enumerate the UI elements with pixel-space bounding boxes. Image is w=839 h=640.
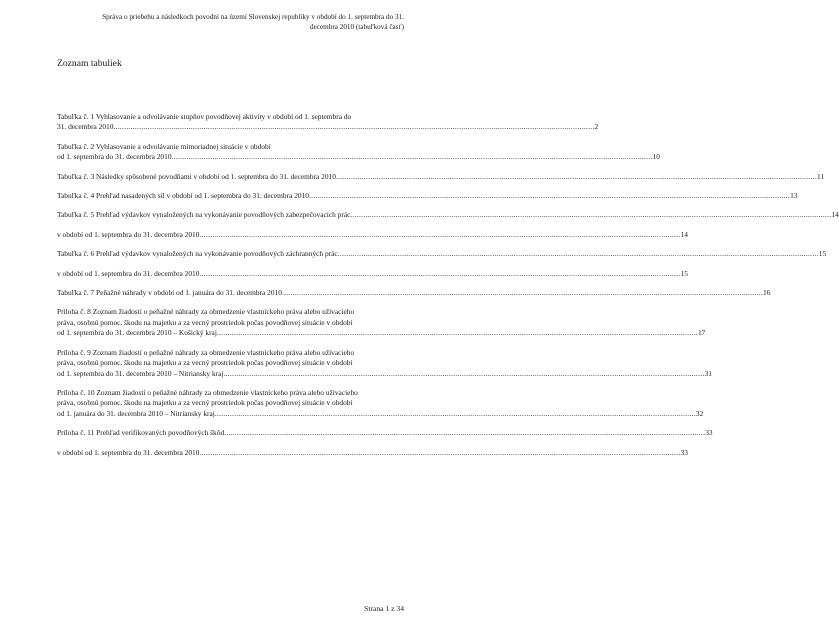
toc-entry-text: práva, osobnú pomoc, škodu na majetku a za vecný prostriedok počas povodňovej situácie v období <box>57 398 353 408</box>
toc-entry-line <box>57 447 688 458</box>
toc-entry-text: od 1. septembra do 31. decembra 2010 – Nitriansky kraj <box>57 368 224 378</box>
toc-page-number: 14 <box>831 210 839 220</box>
page-title: Zoznam tabuliek <box>57 58 122 69</box>
toc-entry-text: 31. decembra 2010 <box>57 122 114 132</box>
toc-entry[interactable] <box>57 447 688 458</box>
toc-entry[interactable] <box>57 249 827 259</box>
toc-entry-line <box>57 268 688 279</box>
toc-entry-line <box>57 328 706 338</box>
toc-page-number: 32 <box>695 408 704 418</box>
toc-dot-leader <box>309 191 790 201</box>
toc-entry[interactable] <box>57 210 839 220</box>
toc-page-number: 13 <box>790 191 798 201</box>
toc-entry-text: Tabuľka č. 2 Vyhlasovanie a odvolávanie mimoriadnej situácie v období <box>57 141 271 151</box>
toc-entry-line <box>57 368 712 379</box>
toc-entry-text: Tabuľka č. 4 Prehľad nasadených síl v období od 1. septembra do 31. decembra 2010 <box>57 191 309 201</box>
toc-entry-text: Tabuľka č. 7 Peňažné náhrady v období od 1. januára do 31. decembra 2010 <box>57 288 282 298</box>
toc-entry[interactable] <box>57 268 688 279</box>
toc-entry-line <box>57 210 839 220</box>
toc-entry-line <box>57 112 401 122</box>
toc-entry[interactable] <box>57 112 599 133</box>
toc-page-number: 33 <box>705 428 713 438</box>
toc-entry-line <box>57 398 401 408</box>
toc-entry-text: od 1. januára do 31. decembra 2010 – Nitriansky kraj <box>57 408 215 418</box>
toc-page-number: 15 <box>818 249 827 259</box>
toc-entry-text: Tabuľka č. 1 Vyhlasovanie a odvolávanie stupňov povodňovej aktivity v období od 1. septembra do <box>57 112 352 121</box>
table-of-contents <box>57 112 839 467</box>
toc-entry-line <box>57 191 798 201</box>
toc-entry-text: Príloha č. 11 Prehľad verifikovaných povodňových škôd <box>57 428 225 438</box>
toc-entry-text: od 1. septembra do 31. decembra 2010 – Košický kraj <box>57 328 217 338</box>
toc-entry-line <box>57 408 704 419</box>
toc-entry-line <box>57 171 825 182</box>
toc-entry-text: práva, osobnú pomoc, škodu na majetku a za vecný prostriedok počas povodňovej situácie v období <box>57 358 353 368</box>
toc-entry-line <box>57 142 401 152</box>
running-header <box>44 12 404 32</box>
header-line-2: decembra 2010 (tabuľková časť) <box>310 23 404 31</box>
toc-entry-line <box>57 358 401 368</box>
toc-dot-leader <box>336 172 817 182</box>
toc-entry-line <box>57 288 771 298</box>
toc-page-number: 2 <box>594 122 599 132</box>
toc-dot-leader <box>350 210 831 220</box>
toc-entry-text: Príloha č. 8 Zoznam žiadostí o peňažné náhrady za obmedzenie vlastníckeho práva alebo užívacieho <box>57 307 355 317</box>
toc-dot-leader <box>217 328 698 338</box>
toc-entry[interactable] <box>57 229 688 240</box>
toc-entry-text: v období od 1. septembra do 31. decembra 2010 <box>57 268 200 278</box>
toc-entry-text: Príloha č. 9 Zoznam žiadostí o peňažné náhrady za obmedzenie vlastníckeho práva alebo užívacieho <box>57 347 355 357</box>
toc-entry-text: Tabuľka č. 3 Následky spôsobené povodňami v období od 1. septembra do 31. decembra 2010 <box>57 171 336 181</box>
toc-page-number: 10 <box>652 152 660 162</box>
toc-entry-line <box>57 152 660 162</box>
toc-entry-line <box>57 348 401 358</box>
toc-entry[interactable] <box>57 347 712 379</box>
toc-page-number: 31 <box>704 368 712 378</box>
toc-entry-text: od 1. septembra do 31. decembra 2010 <box>57 152 172 162</box>
toc-entry-text: Príloha č. 10 Zoznam žiadostí o peňažné náhrady za obmedzenie vlastníckeho práva alebo užívacieho <box>57 387 358 397</box>
toc-entry[interactable] <box>57 307 706 338</box>
toc-page-number: 15 <box>680 268 688 278</box>
toc-entry-line <box>57 249 827 259</box>
toc-entry[interactable] <box>57 141 660 163</box>
toc-dot-leader <box>224 428 705 438</box>
toc-page-number: 16 <box>763 288 771 298</box>
header-line-1: Správa o priebehu a následkoch povodní na území Slovenskej republiky v období do 1. septembra do 31. <box>102 13 404 21</box>
toc-dot-leader <box>199 448 680 458</box>
toc-dot-leader <box>338 249 819 259</box>
toc-dot-leader <box>215 409 696 419</box>
toc-dot-leader <box>172 152 653 162</box>
toc-entry-line <box>57 388 401 398</box>
toc-entry-text: Tabuľka č. 6 Prehľad výdavkov vynaložených na vykonávanie povodňových záchranných prác <box>57 249 338 259</box>
toc-entry-line <box>57 307 401 317</box>
toc-dot-leader <box>113 122 594 132</box>
page-number-footer: Strana 1 z 34 <box>364 604 404 613</box>
toc-page-number: 14 <box>680 229 688 239</box>
toc-entry-text: v období od 1. septembra do 31. decembra 2010 <box>57 229 200 239</box>
toc-dot-leader <box>199 269 680 279</box>
toc-entry-text: Tabuľka č. 5 Prehľad výdavkov vynaložených na vykonávanie povodňových zabezpečovacích prác <box>57 210 351 220</box>
toc-entry-line <box>57 318 401 328</box>
toc-dot-leader <box>223 369 704 379</box>
toc-entry[interactable] <box>57 387 704 419</box>
toc-entry-line <box>57 229 688 240</box>
toc-entry-text: práva, osobnú pomoc, škodu na majetku a za vecný prostriedok počas povodňovej situácie v období <box>57 317 353 327</box>
toc-entry-line <box>57 122 599 132</box>
toc-dot-leader <box>199 230 680 240</box>
toc-entry-line <box>57 428 713 438</box>
toc-entry[interactable] <box>57 171 825 182</box>
toc-page-number: 11 <box>817 171 825 181</box>
toc-entry[interactable] <box>57 288 771 298</box>
toc-dot-leader <box>282 288 763 298</box>
toc-entry[interactable] <box>57 428 713 438</box>
toc-page-number: 17 <box>697 328 706 338</box>
toc-entry-text: v období od 1. septembra do 31. decembra 2010 <box>57 447 200 457</box>
toc-entry[interactable] <box>57 191 798 201</box>
toc-page-number: 33 <box>680 447 688 457</box>
